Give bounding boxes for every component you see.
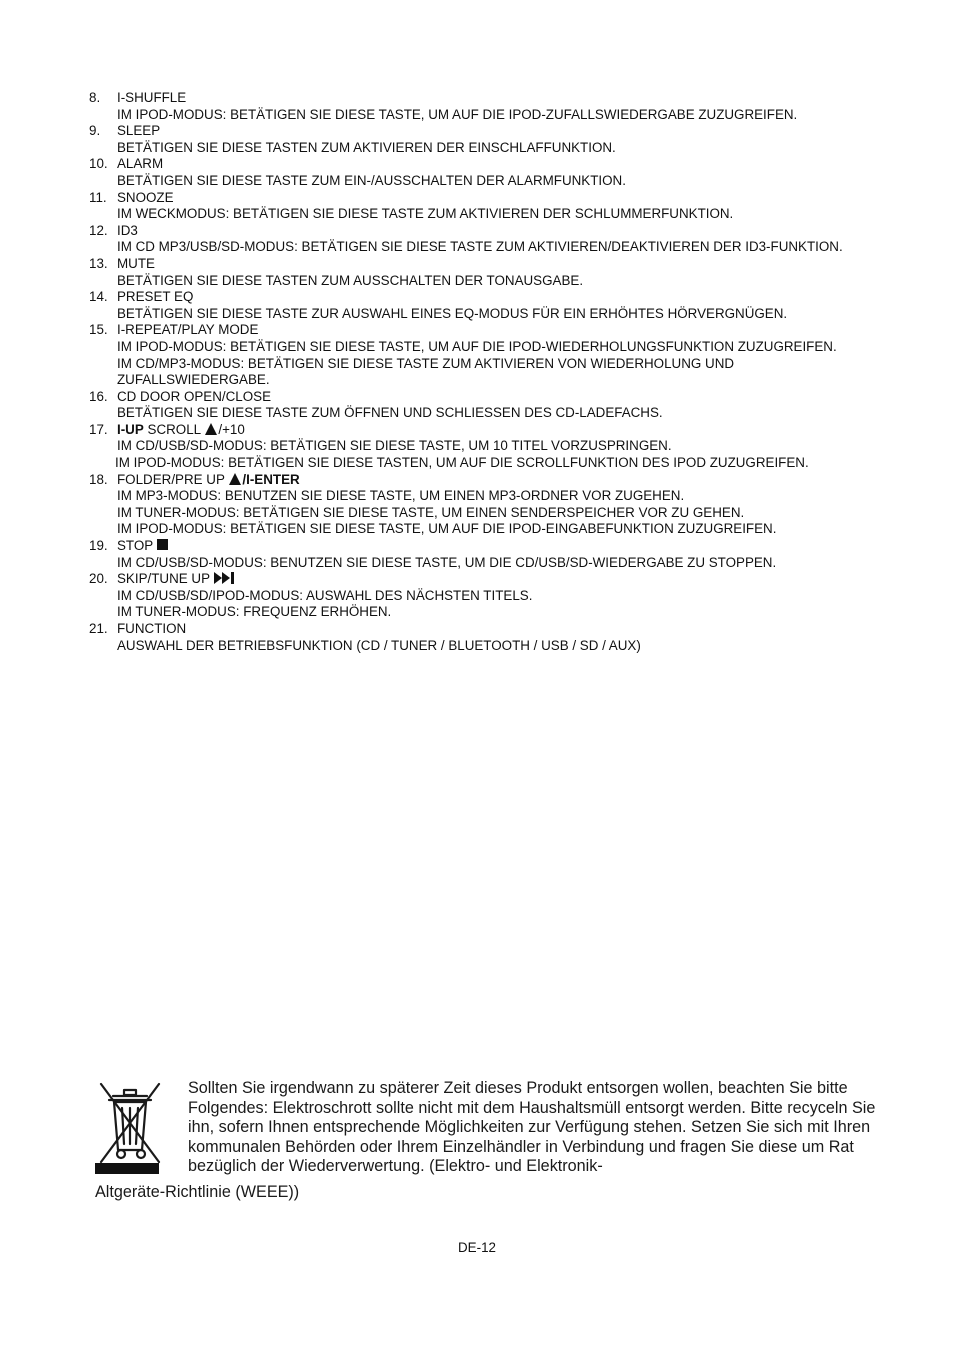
item-title: SLEEP	[117, 123, 161, 139]
list-item	[89, 190, 879, 223]
item-title: FOLDER/PRE UP	[117, 471, 225, 487]
item-title: PRESET EQ	[117, 289, 194, 305]
item-number: 10.	[89, 156, 108, 172]
item-description: IM CD/USB/SD/IPOD-MODUS: AUSWAHL DES NÄCHSTEN TITELS.	[117, 587, 533, 603]
item-description: BETÄTIGEN SIE DIESE TASTEN ZUM AKTIVIEREN DER EINSCHLAFFUNKTION.	[117, 139, 616, 155]
list-item	[89, 322, 879, 388]
item-number: 20.	[89, 571, 108, 587]
item-title: SKIP/TUNE UP	[117, 571, 211, 587]
item-number: 13.	[89, 255, 108, 271]
item-title: ALARM	[117, 156, 164, 172]
item-description: IM MP3-MODUS: BENUTZEN SIE DIESE TASTE, UM EINEN MP3-ORDNER VOR ZUGEHEN.	[117, 488, 685, 504]
list-item	[89, 289, 879, 322]
item-number: 19.	[89, 538, 108, 554]
item-title: I-SHUFFLE	[117, 90, 187, 105]
item-description: IM CD MP3/USB/SD-MODUS: BETÄTIGEN SIE DIESE TASTE ZUM AKTIVIEREN/DEAKTIVIEREN DER ID3-FUNKTION.	[117, 239, 843, 255]
list-item	[89, 422, 879, 472]
item-number: 21.	[89, 621, 108, 636]
item-number: 9.	[89, 123, 101, 139]
item-title: STOP	[117, 538, 154, 554]
list-item	[89, 90, 879, 123]
list-item	[89, 223, 879, 256]
skip-forward-icon	[214, 572, 236, 584]
list-item	[89, 156, 879, 189]
item-description: IM IPOD-MODUS: BETÄTIGEN SIE DIESE TASTE, UM AUF DIE IPOD-EINGABEFUNKTION ZUZUGREIFEN.	[117, 521, 777, 537]
weee-notice: Sollten Sie irgendwann zu späterer Zeit dieses Produkt entsorgen wollen, beachten Sie bitte Folgendes: Elektroschrott sollte nicht mit dem Haushaltsmüll entsorgt werden. Bitte recyceln Sie ihn, sofern Ihnen entsprechende Möglichkeiten zur Verfügung stehen. Setzen Sie sich mit Ihren kommunalen Behörden oder Ihrem Einzelhändler in Verbindung und fragen Sie diese um Rat bezüglich der Wiederverwertung. (Elektro- und Elektronik-	[188, 1079, 876, 1176]
item-description: BETÄTIGEN SIE DIESE TASTE ZUM ÖFFNEN UND SCHLIESSEN DES CD-LADEFACHS.	[117, 405, 663, 421]
item-title-suffix: /+10	[218, 421, 245, 437]
item-number: 12.	[89, 222, 108, 238]
stop-square-icon	[157, 539, 168, 550]
weee-notice-last-line: Altgeräte-Richtlinie (WEEE))	[95, 1183, 300, 1201]
item-title: MUTE	[117, 255, 155, 271]
item-title-suffix-bold: /I-ENTER	[242, 471, 300, 487]
item-number: 18.	[89, 471, 108, 487]
item-title: FUNCTION	[117, 621, 187, 636]
item-description: IM IPOD-MODUS: BETÄTIGEN SIE DIESE TASTEN, UM AUF DIE SCROLLFUNKTION DES IPOD ZUZUGREIFEN.	[115, 455, 809, 471]
item-title: SCROLL	[147, 421, 201, 437]
item-title: CD DOOR OPEN/CLOSE	[117, 388, 272, 404]
item-description: BETÄTIGEN SIE DIESE TASTEN ZUM AUSSCHALTEN DER TONAUSGABE.	[117, 272, 584, 288]
item-description: IM CD/USB/SD-MODUS: BETÄTIGEN SIE DIESE TASTE, UM 10 TITEL VORZUSPRINGEN.	[117, 438, 672, 454]
item-number: 16.	[89, 388, 108, 404]
item-number: 14.	[89, 289, 108, 305]
list-item	[89, 256, 879, 289]
crossed-out-wheelie-bin-icon	[95, 1076, 165, 1176]
item-description: BETÄTIGEN SIE DIESE TASTE ZUM EIN-/AUSSCHALTEN DER ALARMFUNKTION.	[117, 172, 626, 188]
item-description: IM TUNER-MODUS: BETÄTIGEN SIE DIESE TASTE, UM EINEN SENDERSPEICHER VOR ZU GEHEN.	[117, 504, 745, 520]
list-item	[89, 123, 879, 156]
page-number: DE-12	[458, 1240, 496, 1255]
item-title: I-REPEAT/PLAY MODE	[117, 322, 259, 338]
item-description: IM IPOD-MODUS: BETÄTIGEN SIE DIESE TASTE, UM AUF DIE IPOD-WIEDERHOLUNGSFUNKTION ZUZUGREIFEN.	[117, 338, 837, 354]
item-number: 8.	[89, 90, 101, 105]
item-title: ID3	[117, 222, 138, 238]
item-description: BETÄTIGEN SIE DIESE TASTE ZUR AUSWAHL EINES EQ-MODUS FÜR EIN ERHÖHTES HÖRVERGNÜGEN.	[117, 305, 788, 321]
item-title-bold: I-UP	[117, 421, 144, 437]
item-title: SNOOZE	[117, 189, 174, 205]
list-item	[89, 472, 879, 538]
item-number: 15.	[89, 322, 108, 338]
button-description-list	[89, 90, 879, 654]
list-item	[89, 389, 879, 422]
list-item	[89, 621, 879, 654]
item-description: IM CD/USB/SD-MODUS: BENUTZEN SIE DIESE TASTE, UM DIE CD/USB/SD-WIEDERGABE ZU STOPPEN.	[117, 554, 777, 570]
item-number: 11.	[89, 189, 107, 205]
up-triangle-icon	[205, 423, 217, 435]
list-item	[89, 571, 879, 621]
item-description: AUSWAHL DER BETRIEBSFUNKTION (CD / TUNER / BLUETOOTH / USB / SD / AUX)	[117, 637, 641, 653]
item-description: IM WECKMODUS: BETÄTIGEN SIE DIESE TASTE ZUM AKTIVIEREN DER SCHLUMMERFUNKTION.	[117, 206, 734, 222]
item-description: IM IPOD-MODUS: BETÄTIGEN SIE DIESE TASTE, UM AUF DIE IPOD-ZUFALLSWIEDERGABE ZUZUGREIFEN.	[117, 106, 798, 122]
list-item	[89, 538, 879, 571]
item-description: IM CD/MP3-MODUS: BETÄTIGEN SIE DIESE TASTE ZUM AKTIVIEREN VON WIEDERHOLUNG UND ZUFALLSWIEDERGABE.	[117, 355, 735, 388]
item-description: IM TUNER-MODUS: FREQUENZ ERHÖHEN.	[117, 604, 392, 620]
up-triangle-icon	[229, 473, 241, 485]
item-number: 17.	[89, 421, 108, 437]
